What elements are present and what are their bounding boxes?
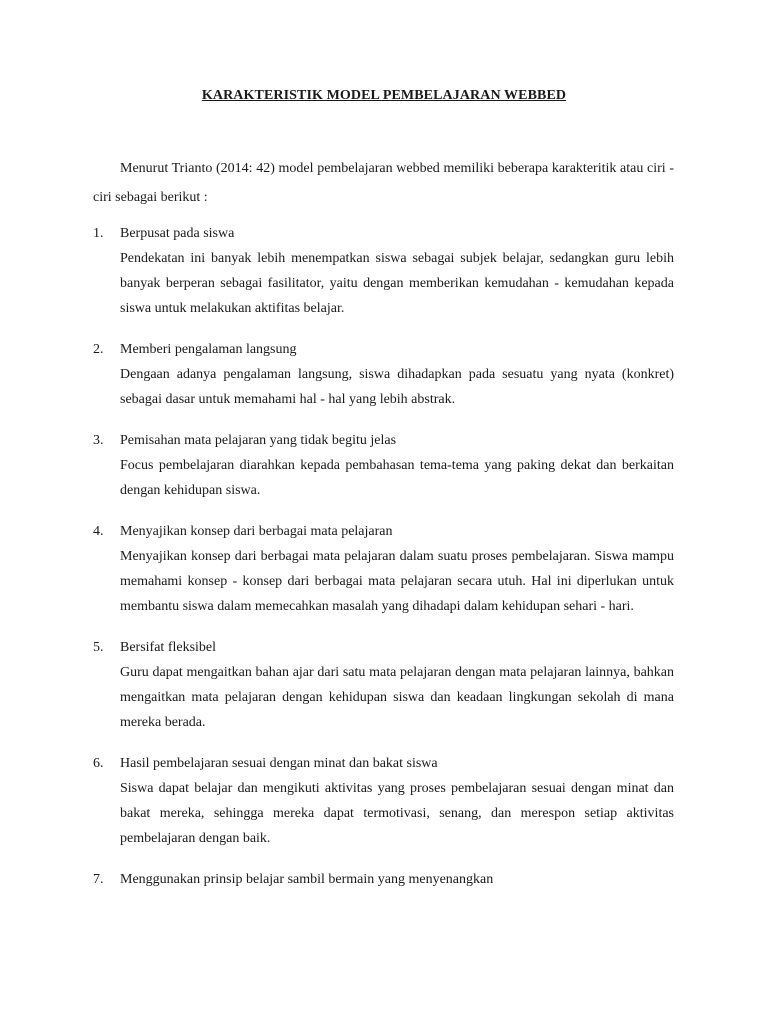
list-item	[93, 337, 674, 412]
list-item-number: 3.	[93, 433, 104, 448]
characteristics-list	[93, 221, 674, 908]
list-item-heading: Pemisahan mata pelajaran yang tidak begitu jelas	[120, 433, 397, 448]
list-item-number: 5.	[93, 640, 104, 655]
list-item-body: Dengaan adanya pengalaman langsung, siswa dihadapkan pada sesuatu yang nyata (konkret) sebagai dasar untuk memahami hal - hal yang lebih abstrak.	[120, 367, 674, 407]
list-item-heading: Memberi pengalaman langsung	[120, 342, 297, 357]
list-item-heading: Menggunakan prinsip belajar sambil bermain yang menyenangkan	[120, 872, 494, 887]
list-item-number: 2.	[93, 342, 104, 357]
list-item	[93, 519, 674, 619]
list-item-number: 1.	[93, 226, 104, 241]
list-item	[93, 221, 674, 321]
list-item-body: Focus pembelajaran diarahkan kepada pembahasan tema-tema yang paking dekat dan berkaitan dengan kehidupan siswa.	[120, 458, 674, 498]
list-item-number: 4.	[93, 524, 104, 539]
list-item-body: Menyajikan konsep dari berbagai mata pelajaran dalam suatu proses pembelajaran. Siswa mampu memahami konsep - konsep dari berbagai mata pelajaran secara utuh. Hal ini diperlukan untuk membantu siswa dalam memecahkan masalah yang dihadapi dalam kehidupan sehari - hari.	[120, 549, 674, 614]
list-item-heading: Berpusat pada siswa	[120, 226, 235, 241]
list-item-heading: Bersifat fleksibel	[120, 640, 217, 655]
list-item-number: 6.	[93, 756, 104, 771]
list-item-heading: Hasil pembelajaran sesuai dengan minat dan bakat siswa	[120, 756, 438, 771]
list-item	[93, 867, 674, 892]
list-item	[93, 751, 674, 851]
list-item	[93, 635, 674, 735]
list-item-body: Pendekatan ini banyak lebih menempatkan siswa sebagai subjek belajar, sedangkan guru lebih banyak berperan sebagai fasilitator, yaitu dengan memberikan kemudahan - kemudahan kepada siswa untuk melakukan aktifitas belajar.	[120, 251, 674, 316]
intro-paragraph: Menurut Trianto (2014: 42) model pembelajaran webbed memiliki beberapa karakteritik atau ciri - ciri sebagai berikut :	[93, 161, 674, 205]
list-item	[93, 428, 674, 503]
list-item-number: 7.	[93, 872, 104, 887]
list-item-body: Siswa dapat belajar dan mengikuti aktivitas yang proses pembelajaran sesuai dengan minat dan bakat mereka, sehingga mereka dapat termotivasi, senang, dan merespon setiap aktivitas pembelajaran dengan baik.	[120, 781, 674, 846]
list-item-heading: Menyajikan konsep dari berbagai mata pelajaran	[120, 524, 393, 539]
list-item-body: Guru dapat mengaitkan bahan ajar dari satu mata pelajaran dengan mata pelajaran lainnya, bahkan mengaitkan mata pelajaran dengan kehidupan siswa dan keadaan lingkungan sekolah di mana mereka berada.	[120, 665, 674, 730]
document-title: KARAKTERISTIK MODEL PEMBELAJARAN WEBBED	[201, 88, 567, 103]
